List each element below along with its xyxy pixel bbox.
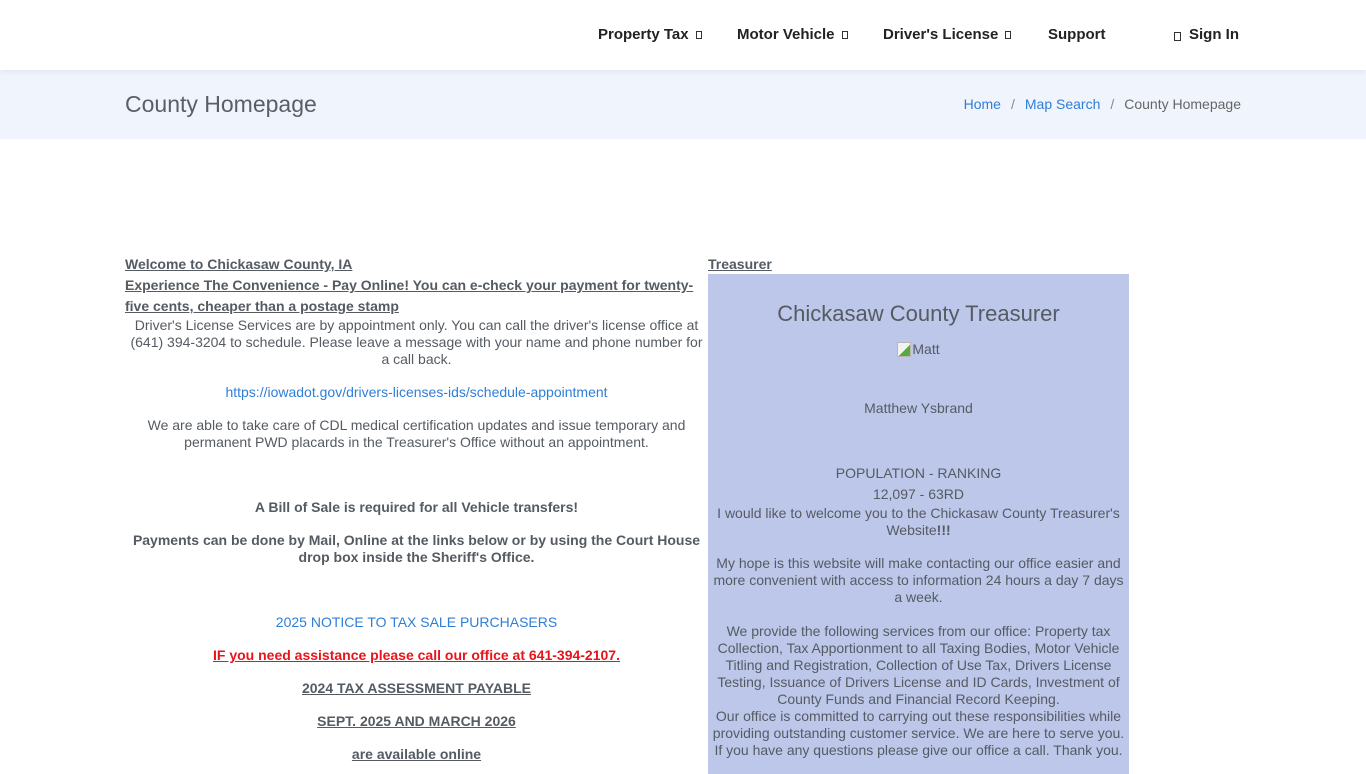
- population-label: POPULATION - RANKING: [835, 464, 1002, 481]
- breadcrumb-separator: /: [1110, 96, 1115, 112]
- pay-online-notice: Experience The Convenience - Pay Online! You can e-check your payment for twenty-five cents, cheaper than a postage stamp: [125, 277, 694, 314]
- nav-property-tax-label: Property Tax: [598, 26, 689, 43]
- treasurer-info-box: [708, 274, 1129, 774]
- breadcrumb: [964, 96, 1241, 112]
- treasurer-photo: [897, 341, 939, 357]
- tax-assessment-dates: SEPT. 2025 AND MARCH 2026: [317, 713, 516, 729]
- sign-in-button[interactable]: [1174, 26, 1239, 43]
- tax-assessment-heading: 2024 TAX ASSESSMENT PAYABLE: [301, 680, 531, 696]
- breadcrumb-map-search[interactable]: Map Search: [1024, 96, 1101, 112]
- breadcrumb-separator: /: [1010, 96, 1015, 112]
- chevron-down-icon: [842, 31, 848, 39]
- tax-assessment-online: are available online: [351, 746, 482, 762]
- sign-in-label: Sign In: [1189, 26, 1239, 43]
- payments-notice: Payments can be done by Mail, Online at the links below or by using the Court House drop box inside the Sheriff's Office.: [132, 532, 701, 565]
- nav-motor-vehicle-label: Motor Vehicle: [737, 26, 835, 43]
- nav-support-label: Support: [1048, 26, 1106, 43]
- treasurer-section: [708, 254, 1129, 774]
- population-value: 12,097 - 63RD: [872, 485, 965, 502]
- breadcrumb-current: County Homepage: [1124, 96, 1241, 112]
- commitment-text: Our office is committed to carrying out these responsibilities while providing outstanding customer service. We are here to serve you. If you have any questions please give our office a call. Thank you.: [712, 707, 1125, 758]
- bill-of-sale-notice: A Bill of Sale is required for all Vehicle transfers!: [254, 499, 579, 515]
- treasurer-box-title: Chickasaw County Treasurer: [777, 301, 1060, 326]
- county-announcements: [125, 254, 708, 763]
- nav-motor-vehicle[interactable]: [737, 26, 848, 43]
- schedule-appointment-link[interactable]: https://iowadot.gov/drivers-licenses-ids/schedule-appointment: [225, 384, 608, 400]
- chevron-down-icon: [1005, 31, 1011, 39]
- broken-image-icon: [897, 342, 911, 357]
- chevron-down-icon: [696, 31, 702, 39]
- tax-sale-notice-link[interactable]: 2025 NOTICE TO TAX SALE PURCHASERS: [275, 614, 558, 630]
- user-icon: [1174, 32, 1181, 41]
- breadcrumb-home[interactable]: Home: [963, 96, 1001, 112]
- nav-drivers-license[interactable]: [883, 26, 1011, 43]
- assistance-phone-link[interactable]: IF you need assistance please call our office at 641-394-2107.: [213, 647, 620, 663]
- cdl-notice: We are able to take care of CDL medical certification updates and issue temporary and permanent PWD placards in the Treasurer's Office without an appointment.: [147, 417, 686, 450]
- welcome-heading: Welcome to Chickasaw County, IA: [125, 256, 353, 272]
- treasurer-label: Treasurer: [708, 256, 772, 272]
- hope-text: My hope is this website will make contacting our office easier and more convenient with access to information 24 hours a day 7 days a week.: [713, 554, 1124, 605]
- welcome-text-excl: !!!: [936, 521, 951, 538]
- treasurer-name: Matthew Ysbrand: [864, 399, 973, 416]
- services-text: We provide the following services from our office: Property tax Collection, Tax Apportionment to all Taxing Bodies, Motor Vehicle Titling and Registration, Collection of Use Tax, Drivers License Testing, Issuance of Drivers License and ID Cards, Investment of County Funds and Financial Record Keeping.: [717, 622, 1120, 707]
- page-title: County Homepage: [125, 91, 317, 117]
- drivers-license-notice: Driver's License Services are by appointment only. You can call the driver's license office at (641) 394-3204 to schedule. Please leave a message with your name and phone number for a call back.: [130, 317, 703, 367]
- nav-property-tax[interactable]: [598, 26, 702, 43]
- nav-drivers-license-label: Driver's License: [883, 26, 999, 43]
- welcome-text-body: I would like to welcome you to the Chickasaw County Treasurer's Website: [717, 504, 1120, 538]
- top-navbar: [0, 0, 1366, 70]
- welcome-text: [708, 505, 1129, 539]
- nav-support[interactable]: [1048, 26, 1106, 43]
- treasurer-photo-alt: Matt: [912, 341, 940, 357]
